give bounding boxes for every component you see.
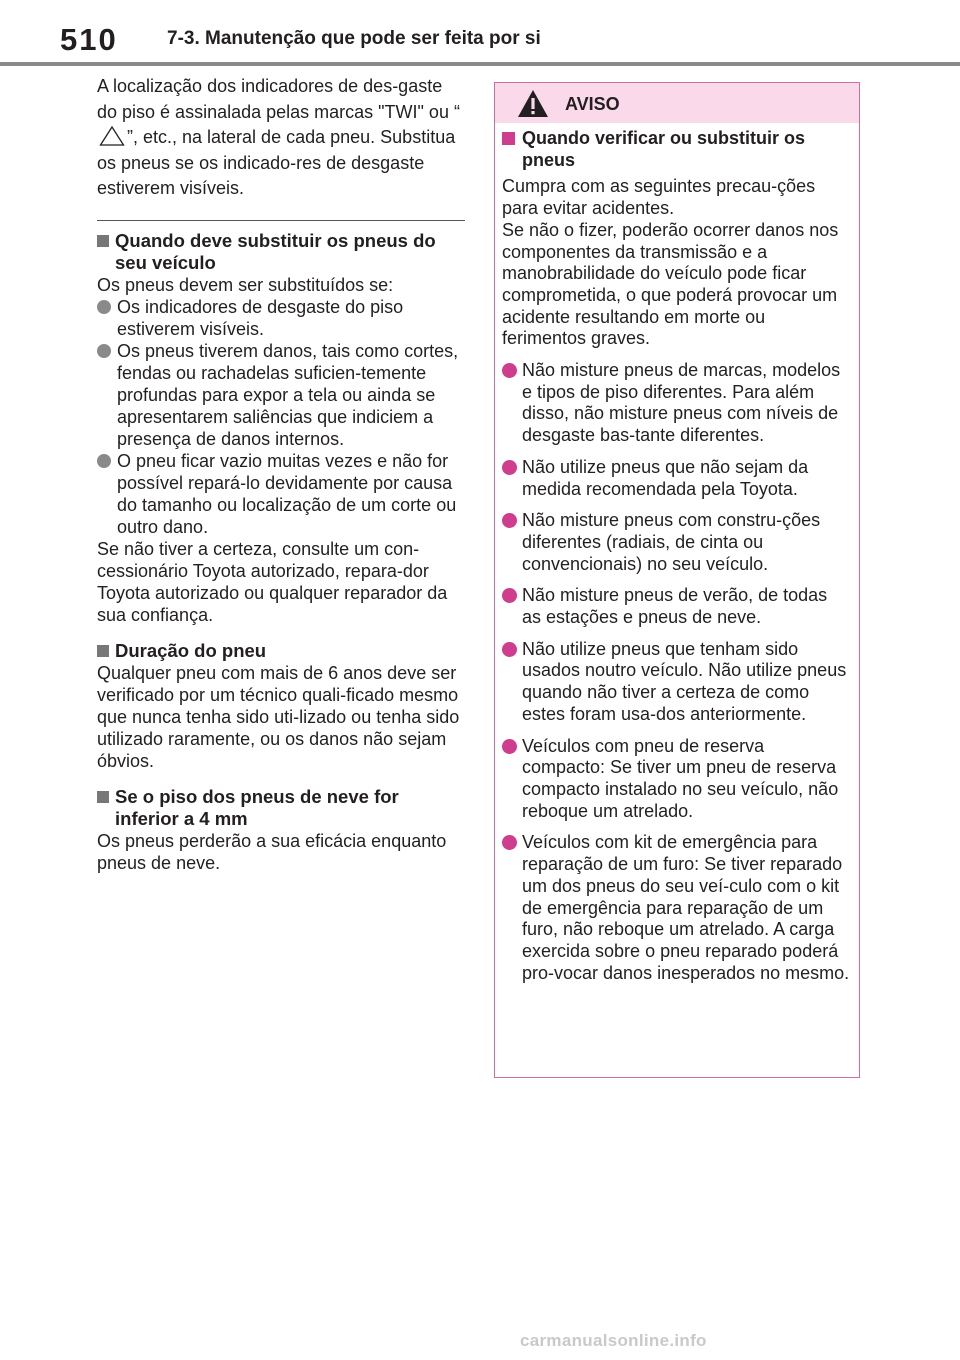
- page-number: 510: [60, 22, 118, 57]
- list-item: Não misture pneus de marcas, modelos e tipos de piso diferentes. Para além disso, não misture pneus com níveis de desgaste bas-tante diferentes.: [502, 360, 851, 447]
- bullet-dot-icon: [502, 642, 517, 657]
- warning-heading: Quando verificar ou substituir os pneus: [502, 128, 851, 171]
- bullet-dot-icon: [502, 588, 517, 603]
- list-item: Não utilize pneus que tenham sido usados noutro veículo. Não utilize pneus quando não tiver a certeza de como estes foram usa-dos anteriormente.: [502, 639, 851, 726]
- intro-text-end: ”, etc., na lateral de cada pneu. Substitua os pneus se os indicado-res de desgaste estiverem visíveis.: [97, 127, 456, 198]
- list-item: Os pneus tiverem danos, tais como cortes, fendas ou rachadelas suficien-temente profundas para expor a tela ou ainda se apresentarem saliências que indiciem a presença de danos internos.: [97, 340, 465, 450]
- square-bullet-icon: [97, 235, 109, 247]
- bullet-dot-icon: [97, 300, 111, 314]
- section-heading: Duração do pneu: [97, 640, 465, 662]
- section-closing: Se não tiver a certeza, consulte um con-cessionário Toyota autorizado, repara-dor Toyota autorizado ou qualquer reparador da sua confiança.: [97, 538, 448, 625]
- section-text: Qualquer pneu com mais de 6 anos deve ser verificado por um técnico quali-ficado mesmo que nunca tenha sido uti-lizado ou tenha sido utilizado raramente, ou os danos não sejam óbvios.: [97, 662, 460, 771]
- bullet-dot-icon: [502, 835, 517, 850]
- list-item: Não misture pneus de verão, de todas as estações e pneus de neve.: [502, 585, 851, 628]
- watermark: carmanualsonline.info: [520, 1331, 707, 1350]
- bullet-dot-icon: [502, 460, 517, 475]
- square-bullet-icon: [97, 645, 109, 657]
- section-snow-tires: [97, 786, 465, 874]
- warning-intro: Se não o fizer, poderão ocorrer danos nos componentes da transmissão e a manobrabilidade do veículo pode ficar comprometida, o que poderá provocar um acidente resultando em morte ou ferimentos graves.: [502, 219, 839, 349]
- list-item: Os indicadores de desgaste do piso estiverem visíveis.: [97, 296, 465, 340]
- section-title: 7-3. Manutenção que pode ser feita por si: [167, 28, 541, 49]
- warning-box: [494, 82, 860, 1078]
- warning-title: AVISO: [565, 94, 620, 114]
- bullet-dot-icon: [502, 513, 517, 528]
- square-bullet-icon: [97, 791, 109, 803]
- page-header: [0, 0, 960, 64]
- section-heading: Se o piso dos pneus de neve for inferior a 4 mm: [97, 786, 465, 830]
- left-column: [97, 74, 465, 880]
- section-lead: Os pneus devem ser substituídos se:: [97, 274, 394, 295]
- warning-triangle-icon: [517, 89, 549, 118]
- section-divider: [97, 220, 465, 221]
- list-item: O pneu ficar vazio muitas vezes e não for possível repará-lo devidamente por causa do tamanho ou localização de um corte ou outro dano.: [97, 450, 465, 538]
- section-text: Os pneus perderão a sua eficácia enquanto pneus de neve.: [97, 830, 447, 873]
- intro-text-start: A localização dos indicadores de des-gaste do piso é assinalada pelas marcas "TWI" ou “: [97, 76, 460, 122]
- list-item: Não misture pneus com constru-ções diferentes (radiais, de cinta ou convencionais) no seu veículo.: [502, 510, 851, 575]
- bullet-dot-icon: [97, 454, 111, 468]
- bullet-dot-icon: [502, 363, 517, 378]
- warning-intro: Cumpra com as seguintes precau-ções para evitar acidentes.: [502, 176, 816, 219]
- section-heading: Quando deve substituir os pneus do seu veículo: [97, 230, 465, 274]
- list-item: Veículos com pneu de reserva compacto: Se tiver um pneu de reserva compacto instalado no seu veículo, não reboque um atrelado.: [502, 736, 851, 823]
- warning-body: [495, 123, 859, 984]
- bullet-dot-icon: [502, 739, 517, 754]
- warning-header: [495, 83, 859, 123]
- list-item: Veículos com kit de emergência para reparação de um furo: Se tiver reparado um dos pneus do seu veí-culo com o kit de emergência para reparação de um furo, não reboque um atrelado. A carga exercida sobre o pneu reparado poderá pro-vocar danos inesperados no mesmo.: [502, 832, 851, 984]
- list-item: Não utilize pneus que não sejam da medida recomendada pela Toyota.: [502, 457, 851, 500]
- section-tire-lifespan: [97, 640, 465, 772]
- header-divider: [0, 62, 960, 66]
- bullet-dot-icon: [97, 344, 111, 358]
- intro-paragraph: [97, 74, 465, 202]
- section-when-to-replace: [97, 230, 465, 626]
- square-bullet-icon: [502, 132, 515, 145]
- tread-wear-triangle-icon: [99, 126, 125, 146]
